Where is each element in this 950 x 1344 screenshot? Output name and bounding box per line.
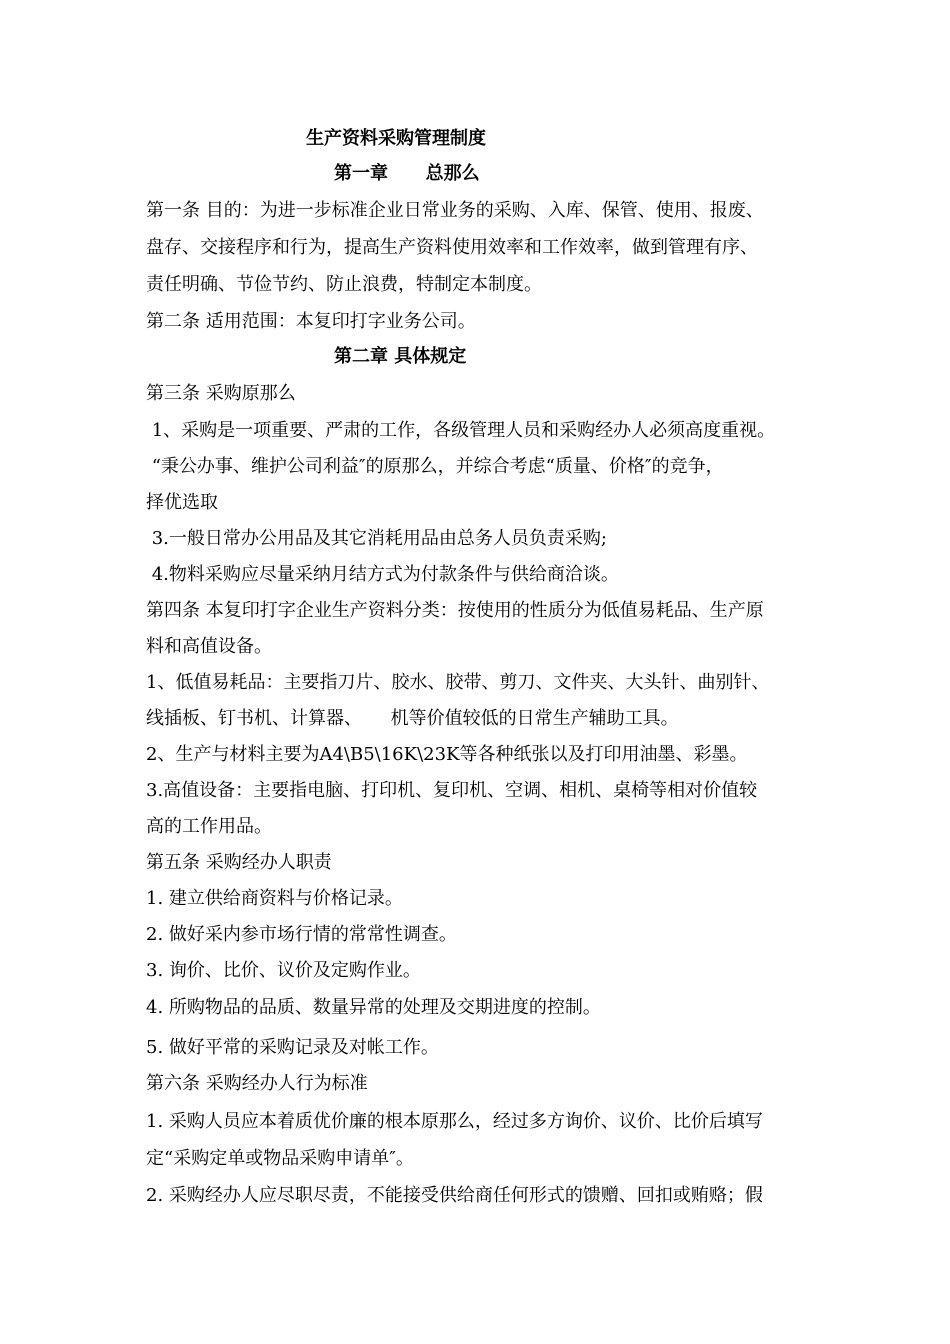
paragraph-line: 第二条 适用范围：本复印打字业务公司。 bbox=[146, 311, 476, 332]
paragraph-line: 2. 做好采内参市场行情的常常性调查。 bbox=[146, 924, 457, 945]
paragraph-line: 1、采购是一项重要、严肃的工作，各级管理人员和采购经办人必须高度重视。 bbox=[146, 420, 776, 441]
paragraph-line: 料和高值设备。 bbox=[146, 636, 272, 657]
document-title: 生产资料采购管理制度 bbox=[306, 128, 486, 149]
paragraph-line: 第一条 目的：为进一步标准企业日常业务的采购、入库、保管、使用、报废、 bbox=[146, 200, 764, 221]
paragraph-line: 定“采购定单或物品采购申请单″。 bbox=[146, 1148, 414, 1169]
paragraph-line: 第六条 采购经办人行为标准 bbox=[146, 1073, 368, 1094]
paragraph-line: 高的工作用品。 bbox=[146, 816, 272, 837]
paragraph-line: 线插板、钉书机、计算器、 机等价值较低的日常生产辅助工具。 bbox=[146, 708, 679, 729]
paragraph-line: 3.一般日常办公用品及其它消耗用品由总务人员负责采购; bbox=[146, 528, 607, 549]
paragraph-line: 4.物料采购应尽量采纳月结方式为付款条件与供给商洽谈。 bbox=[146, 564, 619, 585]
paragraph-line: 3.高值设备：主要指电脑、打印机、复印机、空调、相机、桌椅等相对价值较 bbox=[146, 780, 758, 801]
chapter-heading: 第一章 总那么 bbox=[334, 163, 480, 184]
paragraph-line: 1、低值易耗品：主要指刀片、胶水、胶带、剪刀、文件夹、大头针、曲别针、 bbox=[146, 672, 770, 693]
paragraph-line: 4. 所购物品的品质、数量异常的处理及交期进度的控制。 bbox=[146, 997, 601, 1018]
paragraph-line: 盘存、交接程序和行为，提高生产资料使用效率和工作效率，做到管理有序、 bbox=[146, 237, 758, 258]
paragraph-line: 责任明确、节俭节约、防止浪费，特制定本制度。 bbox=[146, 274, 542, 295]
paragraph-line: “秉公办事、维护公司利益″的原那么，并综合考虑“质量、价格″的竞争， bbox=[146, 456, 724, 477]
paragraph-line: 2. 采购经办人应尽职尽责，不能接受供给商任何形式的馈赠、回扣或贿赂；假 bbox=[146, 1185, 763, 1206]
paragraph-line: 3. 询价、比价、议价及定购作业。 bbox=[146, 960, 421, 981]
paragraph-line: 择优选取 bbox=[146, 492, 218, 513]
paragraph-line: 第四条 本复印打字企业生产资料分类：按使用的性质分为低值易耗品、生产原 bbox=[146, 600, 764, 621]
paragraph-line: 第三条 采购原那么 bbox=[146, 383, 296, 404]
paragraph-line: 1. 采购人员应本着质优价廉的根本原那么，经过多方询价、议价、比价后填写 bbox=[146, 1111, 763, 1132]
paragraph-line: 1. 建立供给商资料与价格记录。 bbox=[146, 888, 403, 909]
paragraph-line: 5. 做好平常的采购记录及对帐工作。 bbox=[146, 1037, 439, 1058]
paragraph-line: 第五条 采购经办人职责 bbox=[146, 852, 332, 873]
chapter-heading: 第二章 具体规定 bbox=[334, 346, 467, 367]
paragraph-line: 2、生产与材料主要为A4\B5\16K\23K等各种纸张以及打印用油墨、彩墨。 bbox=[146, 744, 748, 765]
